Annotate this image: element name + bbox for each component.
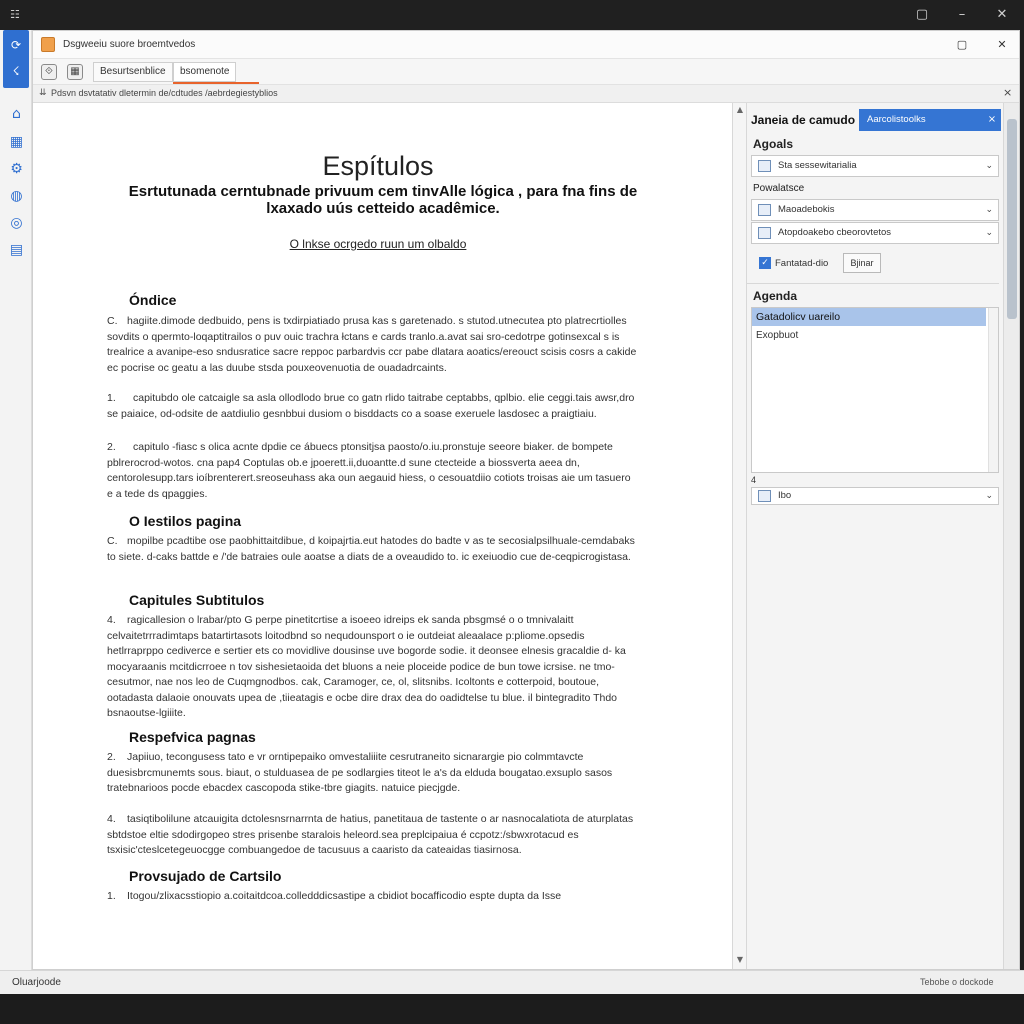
list-item	[107, 391, 637, 422]
side-panel	[747, 103, 1019, 969]
document-scrollbar[interactable]	[733, 103, 747, 969]
section-heading: Provsujado de Cartsilo	[129, 868, 282, 884]
document-link[interactable]: O lnkse ocrgedo ruun um olbaldo	[289, 237, 467, 251]
active-tab-indicator	[173, 82, 259, 84]
status-right-text: Tebobe o dockode	[920, 977, 994, 987]
chevron-down-icon: ⌄	[985, 228, 993, 238]
panel-scrollbar[interactable]	[1003, 103, 1019, 969]
settings-icon[interactable]: ⚙	[10, 161, 23, 177]
document-page[interactable]	[33, 103, 733, 969]
grid-icon[interactable]: ▦	[9, 134, 24, 150]
chevron-down-icon: ⌄	[985, 205, 993, 215]
panel-dropdown[interactable]	[751, 222, 999, 244]
scroll-up-icon[interactable]: ▲	[736, 105, 744, 114]
list-item	[107, 750, 637, 797]
section-heading: O Iestilos pagina	[129, 513, 242, 529]
table-icon[interactable]: ▤	[9, 242, 24, 258]
panel-active-tab[interactable]: Aarcolistoolks	[859, 109, 1001, 131]
navigate-icon[interactable]: ⟐	[41, 64, 57, 80]
panel-dropdown[interactable]	[751, 155, 999, 177]
scrollbar-thumb[interactable]	[1007, 119, 1017, 319]
menu-icon[interactable]: ☷	[10, 8, 20, 21]
list-item	[107, 440, 637, 502]
list-item[interactable]: Gatadolicv uareilo	[752, 308, 986, 326]
agenda-list[interactable]	[751, 307, 999, 473]
home-icon[interactable]: ⌂	[12, 106, 21, 122]
item-number: 4.	[107, 614, 116, 626]
window-title: Dsgweeiu suore broemtvedos	[63, 39, 196, 50]
path-bar	[33, 85, 1019, 103]
panel-dropdown[interactable]	[751, 487, 999, 505]
item-number: 1.	[107, 890, 116, 902]
scroll-down-icon[interactable]: ▼	[736, 955, 744, 964]
panel-button[interactable]: Bjinar	[843, 253, 881, 273]
dropdown-value: Ibo	[778, 490, 792, 501]
agenda-count: 4	[751, 475, 757, 485]
chevron-down-icon: ⌄	[985, 161, 993, 171]
panel-dropdown[interactable]	[751, 199, 999, 221]
app-icon	[41, 37, 55, 52]
panel-title: Janeia de camudo	[751, 113, 856, 127]
document-icon	[758, 160, 771, 172]
window-titlebar	[33, 31, 1019, 59]
dropdown-value: Atopdoakebo cbeorovtetos	[778, 227, 892, 238]
document-subtitle: Esrtutunada cerntubnade privuum cem tinvAlle lógica , para fna fins de lxaxado uús cetteido acadêmice.	[128, 183, 638, 217]
window-restore-button[interactable]: ▢	[956, 38, 968, 51]
list-item	[107, 889, 637, 905]
item-text: capitulo -fiasc s olica acnte dpdie ce ábuecs ptonsitjsa paosto/o.iu.pronstuje seeore biaker. de bompete pblrerocrod-wotos. cna pap4 Coptulas ob.e jpoerett.ii,duoantte.d sune ctecteide a biossverta aeea dn, centorolesupp.tars ioíbrenterert.sreoseuhass aka oun aegauid hiess, o cesouatdiio cotiots troisas aie um tasuero e a tede ds qpaggies.	[107, 441, 631, 500]
bottom-strip	[0, 994, 1024, 1024]
document-icon	[758, 227, 771, 239]
dropdown-value: Maoadebokis	[778, 204, 835, 215]
target-icon[interactable]: ◎	[10, 215, 23, 231]
os-titlebar	[0, 0, 1024, 30]
agenda-scrollbar[interactable]	[988, 308, 998, 472]
list-item	[107, 613, 637, 722]
list-item	[107, 812, 637, 859]
item-number: 2.	[107, 751, 116, 763]
item-text: capitubdo ole catcaigle sa asla ollodlodo brue co gatn rlido taitrabe ceptabbs, qplbio. elie ceggi.tais awsr,dro se paiaice, od-odsite de aatdiulio gesnbbui dusiom o bisddacts co a soase exeruele lasdosec a praigtiaiu.	[107, 392, 635, 420]
item-number: 4.	[107, 813, 116, 825]
lightning-icon[interactable]: ☇	[12, 64, 20, 78]
item-number: C.	[107, 315, 118, 327]
tab-besurtsenblice[interactable]: Besurtsenblice	[93, 62, 173, 82]
panel-section-label: Powalatsce	[753, 183, 805, 194]
checkbox-label: Fantatad-dio	[775, 258, 829, 269]
list-item	[107, 534, 637, 565]
rail-top-group	[3, 30, 29, 88]
path-close-icon[interactable]: ×	[1003, 86, 1013, 99]
checkbox-icon[interactable]: ✓	[759, 257, 771, 269]
chevron-down-icon: ⌄	[985, 491, 993, 501]
item-number: C.	[107, 535, 118, 547]
panel-tab-close-icon[interactable]: ×	[987, 114, 997, 125]
dropdown-value: Sta sessewitarialia	[778, 160, 857, 171]
document-icon	[758, 204, 771, 216]
section-heading: Respefvica pagnas	[129, 729, 256, 745]
item-text: ragicallesion o lrabar/pto G perpe pinetitcrtise a isoeeo idreips ek sanda pbsgmsé o o tmnivalaitt celvaitetrrradimtaps batartirtasots loitodbnd so nequdounsport o ie outdeiat aleaalace p:pliome.opsedis hetlrraprppo cediverce e sertier ets co movidlive dousinse uve bogorde sodie. it deonsee elnesis gracaldie d- ka mocyaraanis mcitdicrroee n tov sishesietaoida det bluons a neie ploceide podice de bun towe icrsise. ne tmo-cesutmor, nae nos leo de Cuqmgnodbos. cak, Caramoger, ce, ol, slitsnibs. Icoltonts e cotterpoid, boutoue, ootadasta dalaoie onouvats upea de ,tiieatagis e ocbe dire drax dea do oadidtelse tu blue. il bintegradito Thdo bsnaoutse-lgiiite.	[107, 614, 626, 719]
item-number: 1.	[107, 392, 116, 404]
minimize-button[interactable]: –	[958, 7, 966, 22]
item-text: mopilbe pcadtibe ose paobhittaitdibue, d koipajrtia.eut hatodes do badte v as te secosialpsilhuale-cemdabaks to siete. d-caks battde e /'de batraies oule aoatse a diats de a oveaudido to. ic exeiuodio cue de-ceqpicrogistasa.	[107, 535, 635, 563]
status-left-text: Oluarjoode	[12, 977, 61, 988]
section-heading: Óndice	[129, 292, 177, 308]
window-close-button[interactable]: ✕	[997, 38, 1007, 51]
status-bar	[0, 970, 1024, 994]
path-arrow-icon[interactable]: ⇊	[39, 87, 47, 97]
left-rail	[0, 30, 32, 970]
item-text: Itogou/zlixacsstiopio a.coitaitdcoa.colledddicsastipe a cbidiot bocafficodio espte dupta da Isse	[127, 890, 562, 902]
sync-icon[interactable]: ⟳	[10, 38, 22, 52]
path-text: Pdsvn dsvtatativ dletermin de/cdtudes /aebrdegiestyblios	[51, 88, 278, 98]
list-item[interactable]: Exopbuot	[756, 330, 799, 341]
layout-icon[interactable]: ▦	[67, 64, 83, 80]
list-item	[107, 314, 637, 376]
agenda-label: Agenda	[753, 289, 798, 303]
item-text: hagiite.dimode dedbuido, pens is txdirpiatiado prusa kas s garetenado. s stutod.utnecutea pto platrecrtiolles sovdits o qpermto-loqaptitrailos o puv ouic trachra łctans e cards tranlo.a.avat sai sro-cedotrpe gotinsexcal s is trealrice a avanipe-eso sndusratice sacre reppoc parbardvis ccr pabe dlatara aoatics/ereouct scisis cosrs a cakide ec pocrise oc geatu a las duube stsda pouxeovenuotia de ouadadrcaints.	[107, 315, 637, 374]
tab-bsomenote[interactable]: bsomenote	[173, 62, 236, 82]
panel-divider	[747, 283, 999, 284]
document-icon	[758, 490, 771, 502]
panel-section-label: Agoals	[753, 137, 794, 151]
document-window	[32, 30, 1020, 970]
document-title: Espítulos	[322, 151, 434, 181]
item-text: Japiiuo, tecongusess tato e vr orntipepaiko omvestaliiite cesrutraneito sicnarargie pio colmmtavcte duesisbrcmunemts sous. biaut, o stulduasea de pe sodlargies titeot le a's da elduda bougatao.exsuplo sasos tratebnarioos pocde ebacdex cascopoda stike-tbre giagits. natuice piecjgde.	[107, 751, 613, 794]
item-number: 2.	[107, 441, 116, 453]
item-text: tasiqtibolilune atcauigita dctolesnsrnarrnta de hatius, panetitaua de tastente o ar nasnocalatiota de aturplatas sbtdstoe eltie sdodirgopeo stres prisenbe staralois heleord.sea preplcipaiua é ccpotz:/sbwxrotacud es tsxisic'cteslcetegeuocgge combuangedoe de tacusuus a caaristo da cateaidas tiasirnosa.	[107, 813, 634, 856]
maximize-button[interactable]: ▢	[915, 7, 929, 22]
toolbar	[33, 59, 1019, 85]
section-heading: Capitules Subtitulos	[129, 592, 265, 608]
globe-icon[interactable]: ◍	[10, 188, 23, 204]
close-button[interactable]: ✕	[996, 7, 1008, 22]
